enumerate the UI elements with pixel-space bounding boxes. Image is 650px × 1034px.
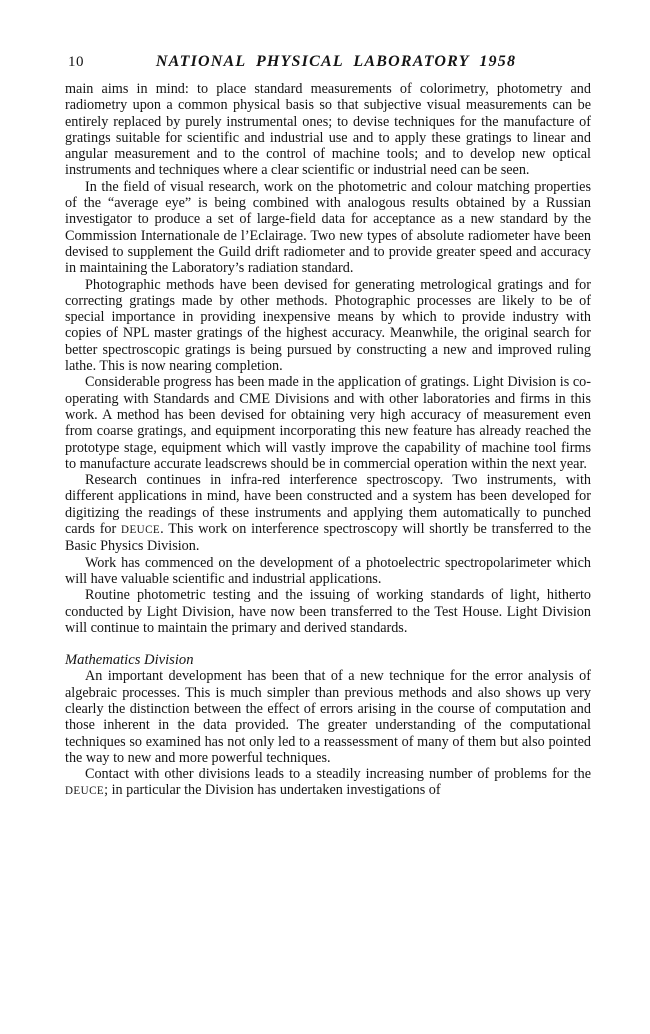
paragraph (65, 277, 591, 375)
page-body (65, 81, 591, 800)
text-run: main aims in mind: to place standard measurements of colorimetry, photometry and radiometry upon a common physical basis so that subjective visual measurements can be entirely replaced by purely instrumental ones; to devise techniques for the manufacture of gratings suitable for scientific and industrial use and to apply these gratings to linear and angular measurement and to the control of machine tools; and to develop new optical instruments and techniques where a clear scientific or industrial need can be seen. (65, 81, 591, 179)
page-number: 10 (68, 54, 84, 70)
paragraph (65, 668, 591, 766)
text-run: ; in particular the Division has undertaken investigations of (104, 782, 441, 799)
section-heading (65, 652, 591, 668)
text-run: Considerable progress has been made in the application of gratings. Light Division is co-operating with Standards and CME Divisions and with other laboratories and firms in this work. A method has been devised for obtaining very high accuracy of measurement even from coarse gratings, and equipment incorporating this new feature has already reached the prototype stage, equipment which will vastly improve the capability of machine tool firms to manufacture accurate leadscrews should be in commercial operation within the next year. (65, 374, 591, 472)
paragraph (65, 179, 591, 277)
running-title: NATIONAL PHYSICAL LABORATORY 1958 (155, 53, 517, 70)
text-run: An important development has been that of a new technique for the error analysis of algebraic processes. This is much simpler than previous methods and also shows up very clearly the distinction between the effect of errors arising in the course of computation and those inherent in the data provided. The greater understanding of the computational techniques so examined has not only led to a reassessment of many of them but also pointed the way to new and more powerful techniques. (65, 668, 591, 766)
paragraph (65, 555, 591, 588)
text-run: Contact with other divisions leads to a steadily increasing number of problems for the (85, 766, 591, 783)
text-run: Work has commenced on the development of a photoelectric spectropolarimeter which will have valuable scientific and industrial applications. (65, 554, 591, 587)
text-run: Photographic methods have been devised for generating metrological gratings and for correcting gratings made by other methods. Photographic processes are likely to be of special importance in providing inexpensive means by which to provide industry with copies of NPL master gratings of the highest accuracy. Meanwhile, the original search for better spectroscopic gratings is being pursued by constructing a new and improved ruling lathe. This is now nearing completion. (65, 276, 591, 375)
text-run: In the field of visual research, work on the photometric and colour matching properties of the “average eye” is being combined with analogous results obtained by a Russian investigator to produce a set of large-field data for acceptance as a new standard by the Commission Internationale de l’Eclairage. Two new types of absolute radiometer have been devised to supplement the Guild drift radiometer and to provide greater speed and accuracy in maintaining the Laboratory’s radiation standard. (65, 178, 591, 277)
paragraph (65, 374, 591, 472)
paragraph (65, 766, 591, 800)
text-run: Research continues in infra-red interference spectroscopy. Two instruments, with different applications in mind, have been constructed and a system has been developed for digitizing the readings of these instruments and applying them automatically to punched cards for (65, 472, 591, 538)
paragraph (65, 472, 591, 554)
text-run: Mathematics Division (65, 652, 194, 669)
small-caps-term: DEUCE (65, 785, 105, 798)
page-header (0, 0, 650, 71)
small-caps-term: DEUCE (121, 524, 161, 537)
paragraph (65, 81, 591, 179)
text-run: Routine photometric testing and the issuing of working standards of light, hitherto conducted by Light Division, have now been transferred to the Test House. Light Division will continue to maintain the primary and derived standards. (65, 587, 591, 636)
text-run: . This work on interference spectroscopy will shortly be transferred to the Basic Physics Division. (65, 521, 591, 555)
paragraph (65, 587, 591, 636)
